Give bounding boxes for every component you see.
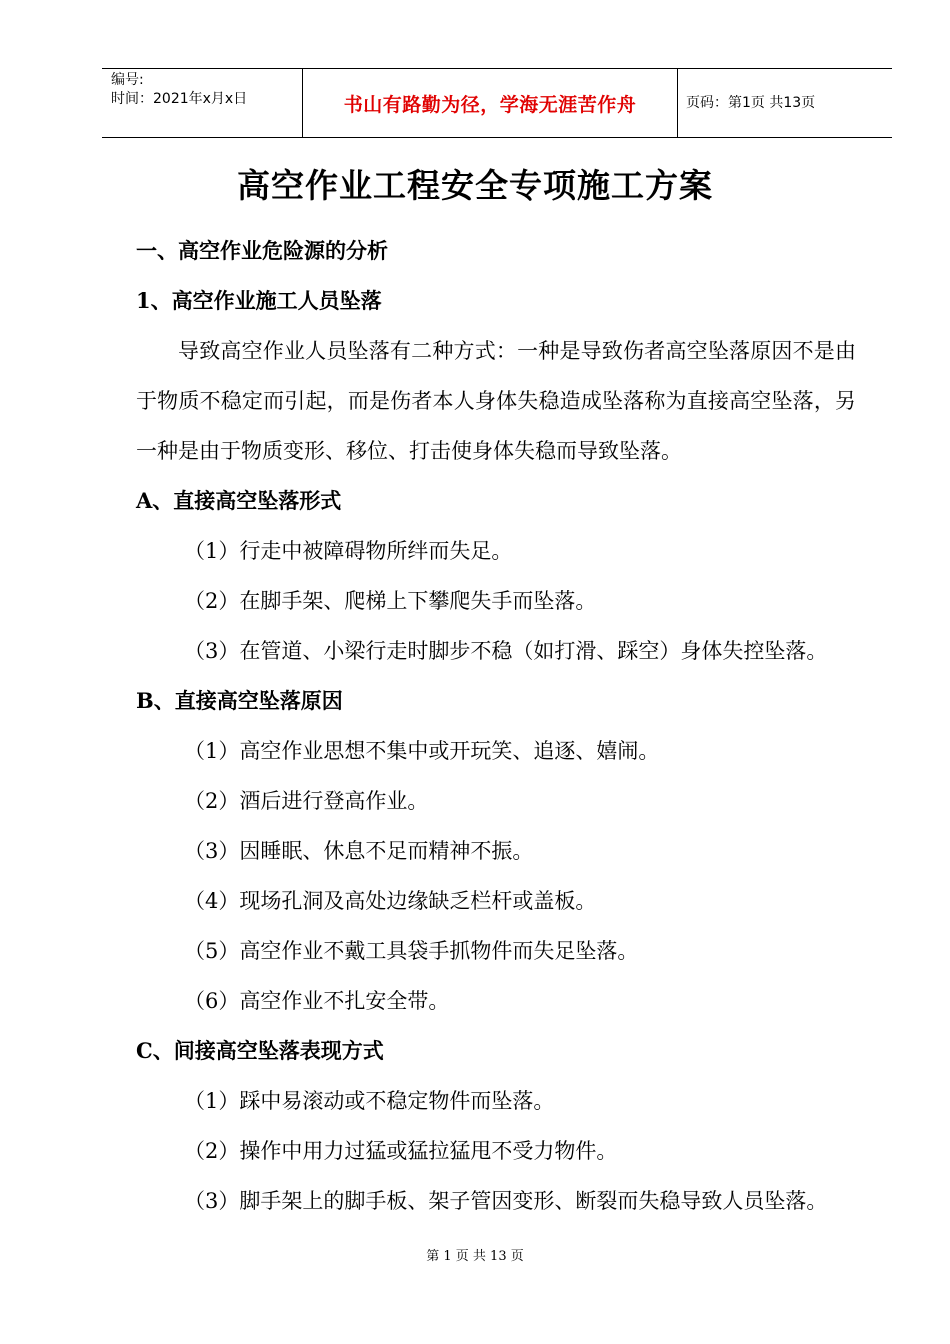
document-body (136, 226, 856, 1226)
document-title: 高空作业工程安全专项施工方案 (237, 166, 713, 205)
list-item: （1）行走中被障碍物所绊而失足。 (184, 539, 513, 563)
list-item: （3）因睡眠、休息不足而精神不振。 (184, 839, 534, 863)
header-motto: 书山有路勤为径，学海无涯苦作舟 (343, 93, 637, 116)
list-item: （2）操作中用力过猛或猛拉猛甩不受力物件。 (184, 1139, 618, 1163)
list-item: （6）高空作业不扎安全带。 (184, 989, 450, 1013)
header-page-cell (677, 69, 892, 137)
page-footer: 第 1 页 共 13 页 (426, 1249, 524, 1264)
header-page-info: 页码：第1页 共13页 (686, 94, 816, 111)
group-b-heading: B、直接高空坠落原因 (136, 688, 343, 713)
list-item: （1）高空作业思想不集中或开玩笑、追逐、嬉闹。 (184, 739, 660, 763)
list-item: （1）踩中易滚动或不稳定物件而坠落。 (184, 1089, 555, 1113)
list-item: （3）在管道、小梁行走时脚步不稳（如打滑、踩空）身体失控坠落。 (184, 639, 828, 663)
list-item: （5）高空作业不戴工具袋手抓物件而失足坠落。 (184, 939, 639, 963)
document-number-label: 编号: (111, 72, 144, 88)
header-table (102, 68, 892, 138)
list-item: （3）脚手架上的脚手板、架子管因变形、断裂而失稳导致人员坠落。 (184, 1189, 828, 1213)
header-motto-cell (302, 69, 678, 137)
subsection-heading: 1、高空作业施工人员坠落 (136, 288, 382, 313)
intro-paragraph: 导致高空作业人员坠落有二种方式：一种是导致伤者高空坠落原因不是由于物质不稳定而引起，而是伤者本人身体失稳造成坠落称为直接高空坠落，另一种是由于物质变形、移位、打击使身体失稳而导致坠落。 (136, 339, 856, 463)
group-a-heading: A、直接高空坠落形式 (136, 488, 342, 513)
section-heading: 一、高空作业危险源的分析 (136, 238, 388, 263)
header-meta-cell (102, 69, 302, 137)
document-date-label: 时间：2021年x月x日 (111, 91, 248, 107)
list-item: （2）在脚手架、爬梯上下攀爬失手而坠落。 (184, 589, 597, 613)
group-c-heading: C、间接高空坠落表现方式 (136, 1038, 384, 1063)
list-item: （4）现场孔洞及高处边缘缺乏栏杆或盖板。 (184, 889, 597, 913)
list-item: （2）酒后进行登高作业。 (184, 789, 429, 813)
